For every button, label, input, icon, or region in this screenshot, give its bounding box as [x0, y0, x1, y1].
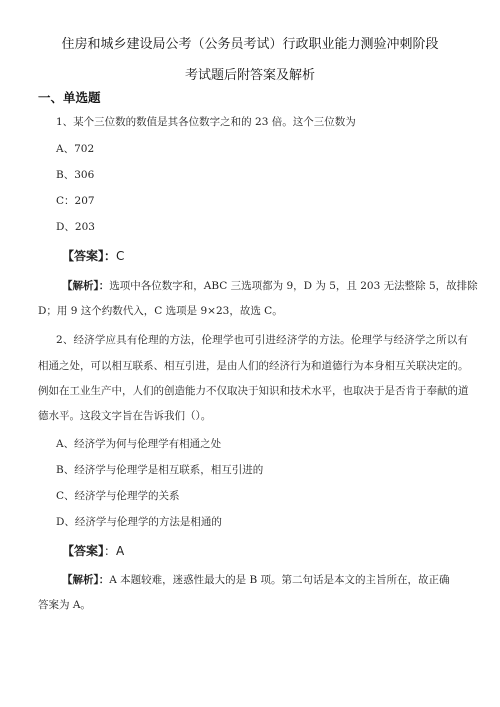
q2-stem-line3: 例如在工业生产中，人们的创造能力不仅取决于知识和技术水平，也取决于是否肯于奉献的道 [38, 385, 469, 397]
q1-option-c: C：207 [56, 195, 95, 207]
q2-option-d: D、经济学与伦理学的方法是相通的 [56, 516, 222, 528]
q2-option-a: A、经济学为何与伦理学有相通之处 [56, 438, 222, 450]
q1-option-d: D、203 [56, 221, 95, 233]
q2-explanation-text1: A 本题较难，迷惑性最大的是 B 项。第二句话是本文的主旨所在，故正确 [109, 574, 450, 586]
document-title-line1: 住房和城乡建设局公考（公务员考试）行政职业能力测验冲刺阶段 [61, 37, 439, 52]
q2-option-c: C、经济学与伦理学的关系 [56, 490, 180, 502]
q2-answer-value: ：A [104, 544, 125, 558]
q1-explanation-text1: 选项中各位数字和，ABC 三选项都为 9，D 为 5，且 203 无法整除 5，故排除 [109, 280, 478, 292]
q2-stem-line2: 相通之处，可以相互联系、相互引进，是由人们的经济行为和道德行为本身相互关联决定的。 [38, 360, 469, 372]
q1-explanation-label: 【解析】： [62, 280, 110, 292]
q2-explanation-line2: 答案为 A。 [38, 599, 91, 611]
q1-option-a: A、702 [56, 143, 95, 155]
q1-explanation-line2: D；用 9 这个约数代入，C 选项是 9×23，故选 C。 [38, 305, 283, 317]
q1-explanation-line1 [62, 279, 478, 293]
q2-option-b: B、经济学与伦理学是相互联系，相互引进的 [56, 464, 264, 476]
q2-explanation-line1 [62, 573, 450, 587]
section-heading: 一、单选题 [38, 90, 101, 105]
q1-answer-label: 【答案】： [62, 249, 117, 263]
q2-stem-line1: 2、经济学应具有伦理的方法，伦理学也可引进经济学的方法。伦理学与经济学之所以有 [56, 334, 468, 346]
q1-option-b: B、306 [56, 169, 95, 181]
q2-stem-line4: 德水平。这段文字旨在告诉我们（）。 [38, 410, 212, 422]
q2-answer [62, 544, 124, 559]
q1-answer-value: C [116, 249, 125, 263]
q2-explanation-label: 【解析】： [62, 574, 110, 586]
q1-answer [62, 249, 124, 264]
document-title-line2: 考试题后附答案及解析 [184, 68, 315, 83]
q2-answer-label: 【答案】 [62, 544, 105, 558]
q1-stem: 1、某个三位数的数值是其各位数字之和的 23 倍。这个三位数为 [56, 116, 356, 128]
